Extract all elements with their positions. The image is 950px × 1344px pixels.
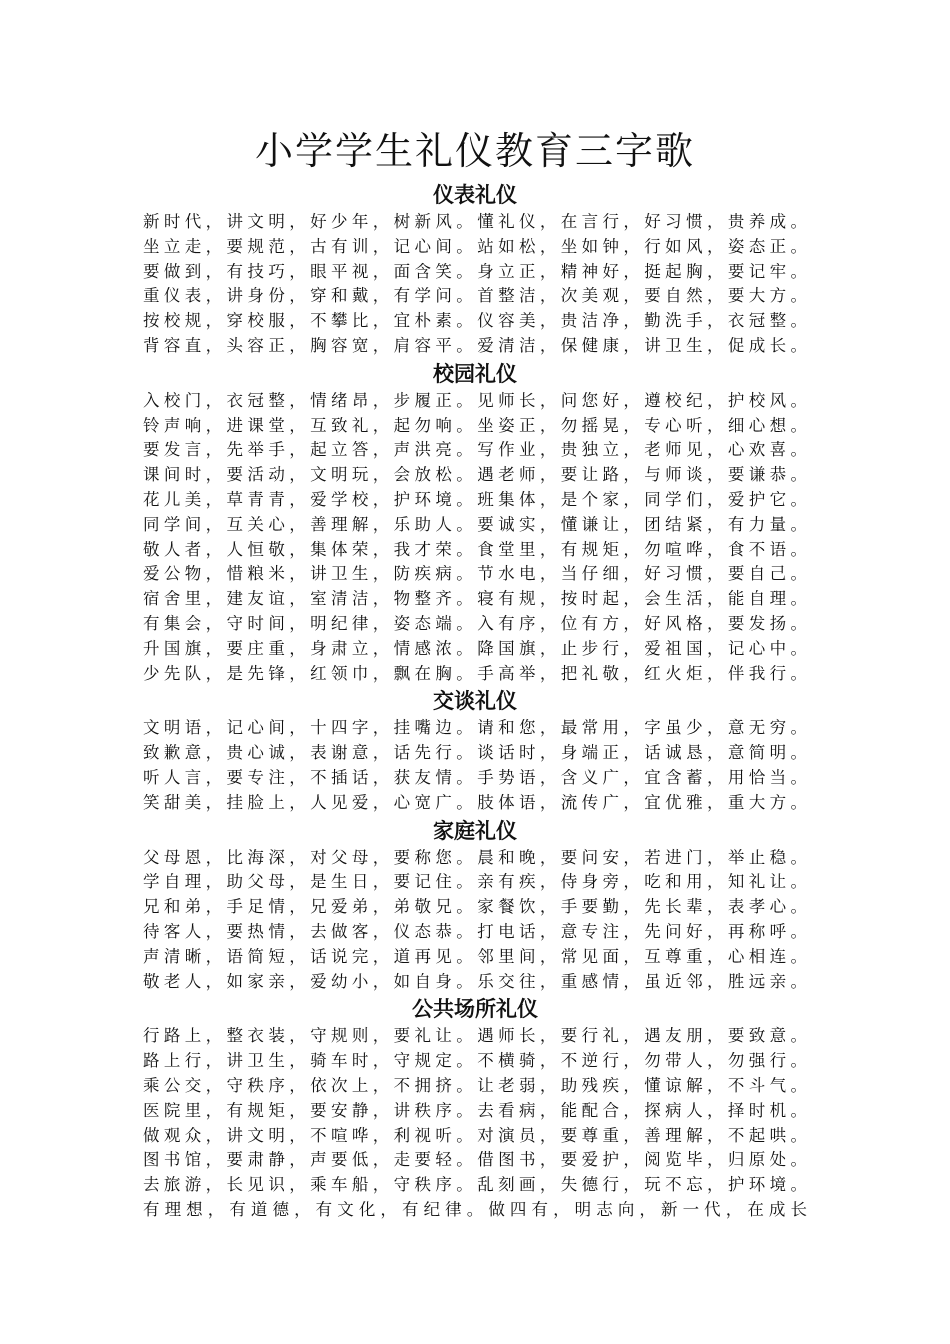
verse-line: 敬老人，如家亲，爱幼小，如自身。乐交往，重感情，虽近邻，胜远亲。 — [143, 971, 807, 991]
verse-line: 乘公交，守秩序，依次上，不拥挤。让老弱，助残疾，懂谅解，不斗气。 — [143, 1075, 807, 1095]
section-conversation-etiquette — [143, 686, 807, 815]
verse-line: 父母恩，比海深，对父母，要称您。晨和晚，要问安，若进门，举止稳。 — [143, 847, 807, 867]
document-title: 小学学生礼仪教育三字歌 — [254, 129, 695, 173]
verse-line: 听人言，要专注，不插话，获友情。手势语，含义广，宜含蓄，用恰当。 — [143, 767, 807, 787]
verse-line: 去旅游，长见识，乘车船，守秩序。乱刻画，失德行，玩不忘，护环境。 — [143, 1175, 807, 1195]
section-heading: 校园礼仪 — [433, 361, 517, 386]
verse-line: 路上行，讲卫生，骑车时，守规定。不横骑，不逆行，勿带人，勿强行。 — [143, 1051, 807, 1071]
verse-line: 课间时，要活动，文明玩，会放松。遇老师，要让路，与师谈，要谦恭。 — [143, 465, 807, 485]
document-body — [143, 180, 807, 1223]
verse-line: 行路上，整衣装，守规则，要礼让。遇师长，要行礼，遇友朋，要致意。 — [143, 1026, 807, 1046]
verse-line: 坐立走，要规范，古有训，记心间。站如松，坐如钟，行如风，姿态正。 — [143, 236, 807, 256]
verse-line: 同学间，互关心，善理解，乐助人。要诚实，懂谦让，团结紧，有力量。 — [143, 514, 807, 534]
verse-line: 铃声响，进课堂，互致礼，起勿响。坐姿正，勿摇晃，专心听，细心想。 — [143, 415, 807, 435]
section-heading: 家庭礼仪 — [433, 818, 517, 843]
verse-line: 花儿美，草青青，爱学校，护环境。班集体，是个家，同学们，爱护它。 — [143, 489, 807, 509]
verse-line: 爱公物，惜粮米，讲卫生，防疾病。节水电，当仔细，好习惯，要自己。 — [143, 564, 807, 584]
verse-line: 致歉意，贵心诚，表谢意，话先行。谈话时，身端正，话诚恳，意简明。 — [143, 743, 807, 763]
verse-line: 要做到，有技巧，眼平视，面含笑。身立正，精神好，挺起胸，要记牢。 — [143, 261, 807, 281]
verse-line: 宿舍里，建友谊，室清洁，物整齐。寝有规，按时起，会生活，能自理。 — [143, 589, 807, 609]
verse-line: 有理想，有道德，有文化，有纪律。做四有，明志向，新一代，在成长 — [143, 1199, 807, 1219]
verse-line: 做观众，讲文明，不喧哗，利视听。对演员，要尊重，善理解，不起哄。 — [143, 1125, 807, 1145]
verse-line: 新时代，讲文明，好少年，树新风。懂礼仪，在言行，好习惯，贵养成。 — [143, 212, 807, 231]
section-heading: 交谈礼仪 — [433, 689, 517, 714]
section-heading: 仪表礼仪 — [433, 183, 517, 207]
verse-line: 学自理，助父母，是生日，要记住。亲有疾，侍身旁，吃和用，知礼让。 — [143, 872, 807, 892]
verse-line: 声清晰，语简短，话说完，道再见。邻里间，常见面，互尊重，心相连。 — [143, 946, 807, 966]
verse-line: 少先队，是先锋，红领巾，飘在胸。手高举，把礼敬，红火炬，伴我行。 — [143, 663, 807, 683]
verse-line: 重仪表，讲身份，穿和戴，有学问。首整洁，次美观，要自然，要大方。 — [143, 286, 807, 306]
verse-line: 要发言，先举手，起立答，声洪亮。写作业，贵独立，老师见，心欢喜。 — [143, 440, 807, 460]
verse-line: 待客人，要热情，去做客，仪态恭。打电话，意专注，先问好，再称呼。 — [143, 921, 807, 941]
verse-line: 背容直，头容正，胸容宽，肩容平。爱清洁，保健康，讲卫生，促成长。 — [143, 335, 807, 355]
section-family-etiquette — [143, 816, 807, 995]
verse-line: 兄和弟，手足情，兄爱弟，弟敬兄。家餐饮，手要勤，先长辈，表孝心。 — [143, 897, 807, 917]
verse-line: 有集会，守时间，明纪律，姿态端。入有序，位有方，好风格，要发扬。 — [143, 613, 807, 633]
verse-line: 文明语，记心间，十四字，挂嘴边。请和您，最常用，字虽少，意无穷。 — [143, 718, 807, 738]
verse-line: 入校门，衣冠整，情绪昂，步履正。见师长，问您好，遵校纪，护校风。 — [143, 390, 807, 410]
section-public-places-etiquette — [143, 994, 807, 1222]
verse-line: 敬人者，人恒敬，集体荣，我才荣。食堂里，有规矩，勿喧哗，食不语。 — [143, 539, 807, 559]
section-campus-etiquette — [143, 359, 807, 687]
section-appearance-etiquette — [143, 180, 807, 359]
verse-line: 医院里，有规矩，要安静，讲秩序。去看病，能配合，探病人，择时机。 — [143, 1100, 807, 1120]
verse-line: 升国旗，要庄重，身肃立，情感浓。降国旗，止步行，爱祖国，记心中。 — [143, 638, 807, 658]
verse-line: 笑甜美，挂脸上，人见爱，心宽广。肢体语，流传广，宜优雅，重大方。 — [143, 792, 807, 812]
section-heading: 公共场所礼仪 — [412, 997, 538, 1022]
verse-line: 图书馆，要肃静，声要低，走要轻。借图书，要爱护，阅览毕，归原处。 — [143, 1150, 807, 1170]
verse-line: 按校规，穿校服，不攀比，宜朴素。仪容美，贵洁净，勤洗手，衣冠整。 — [143, 311, 807, 331]
